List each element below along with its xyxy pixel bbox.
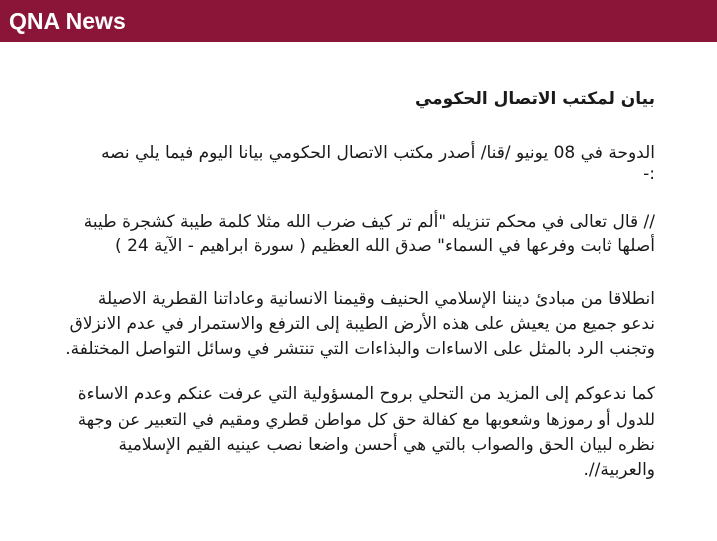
brand-title: QNA News <box>9 8 126 34</box>
paragraph-line: كما ندعوكم إلى المزيد من التحلي بروح المسؤولية التي عرفت عنكم وعدم الاساءة <box>77 384 655 404</box>
statement-heading: بيان لمكتب الاتصال الحكومي <box>414 89 655 109</box>
paragraph-line: للدول أو رموزها وشعوبها مع كفالة حق كل مواطن قطري ومقيم في التعبير عن وجهة <box>77 410 655 429</box>
paragraph-line: انطلاقا من مبادئ ديننا الإسلامي الحنيف وقيمنا الانسانية وعاداتنا القطرية الاصيلة <box>97 289 655 309</box>
verse-line: أصلها ثابت وفرعها في السماء" صدق الله العظيم ( سورة ابراهيم - الآية 24 ) <box>115 236 655 256</box>
intro-line: :- <box>643 164 655 184</box>
paragraph-line: وتجنب الرد بالمثل على الاساءات والبذاءات التي تنتشر في وسائل التواصل المختلفة. <box>65 339 655 359</box>
paragraph-line: نظره لبيان الحق والصواب بالتي هي أحسن واضعا نصب عينيه القيم الإسلامية <box>118 435 655 455</box>
intro-line: الدوحة في 08 يونيو /قنا/ أصدر مكتب الاتصال الحكومي بيانا اليوم فيما يلي نصه <box>101 143 655 163</box>
verse-line: // قال تعالى في محكم تنزيله "ألم تر كيف ضرب الله مثلا كلمة طيبة كشجرة طيبة <box>83 212 655 232</box>
header-bar <box>0 0 717 42</box>
paragraph-line: ندعو جميع من يعيش على هذه الأرض الطيبة إلى الترفع والاستمرار في عدم الانزلاق <box>69 314 655 334</box>
paragraph-line: والعربية//. <box>583 460 655 480</box>
